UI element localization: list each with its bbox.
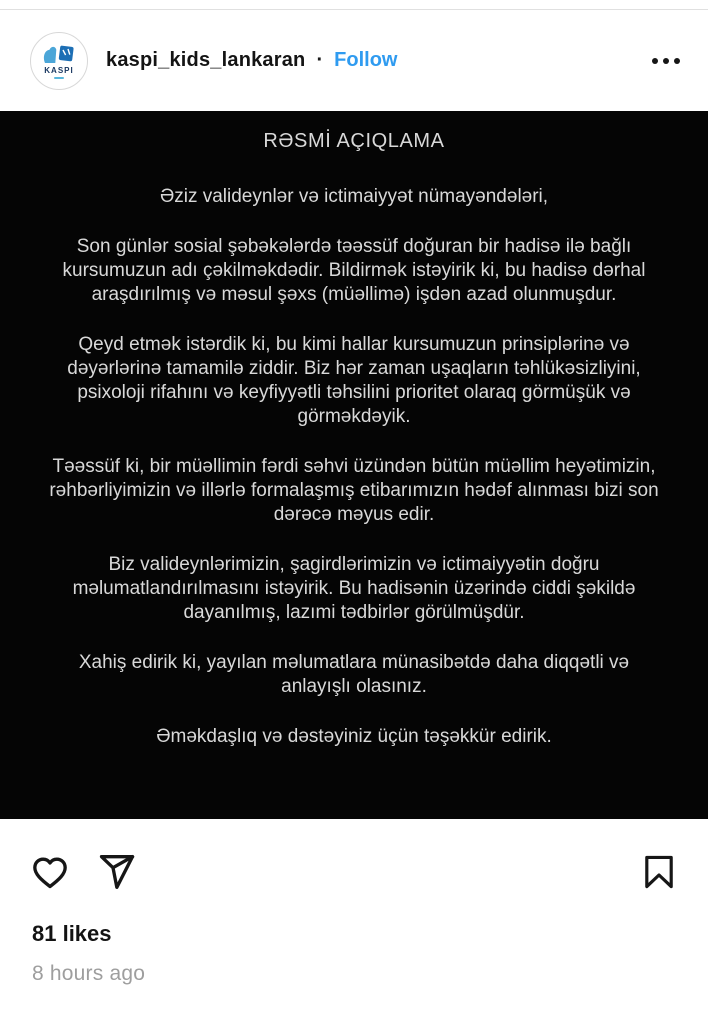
follow-button[interactable]: Follow (334, 49, 398, 71)
username[interactable]: kaspi_kids_lankaran (106, 49, 306, 71)
bookmark-icon (640, 853, 678, 891)
statement-paragraph: Biz valideynlərimizin, şagirdlərimizin və ictimaiyyətin doğru məlumatlandırılmasını istəyirik. Bu hadisənin üzərində ciddi şəkildə dayanılmış, lazımi tədbirlər görülmüşdür. (72, 554, 636, 623)
avatar-logo-text: KASPI (44, 65, 74, 75)
action-bar (0, 851, 708, 893)
dot-icon (674, 58, 680, 64)
dot-icon (652, 58, 658, 64)
more-options-button[interactable] (652, 52, 680, 70)
statement-paragraph: Son günlər sosial şəbəkələrdə təəssüf doğuran bir hadisə ilə bağlı kursumuzun adı çəkilməkdədir. Bildirmək istəyirik ki, bu hadisə dərhal araşdırılmış və məsul şəxs (müəllimə) işdən azad olunmuşdur. (62, 236, 646, 305)
share-button[interactable] (97, 852, 137, 892)
statement-paragraph: Təəssüf ki, bir müəllimin fərdi səhvi üzündən bütün müəllim heyətimizin, rəhbərliyimizin və illərlə formalaşmış etibarımızın hədəf alınması bizi son dərəcə məyus edir. (49, 456, 659, 525)
post-timestamp: 8 hours ago (32, 962, 146, 985)
heart-icon (30, 852, 70, 892)
statement-paragraph: Əziz valideynlər və ictimaiyyət nümayəndələri, (159, 186, 549, 207)
statement-title: RƏSMİ AÇIQLAMA (263, 130, 445, 152)
statement-paragraph: Xahiş edirik ki, yayılan məlumatlara münasibətdə daha diqqətli və anlayışlı olasınız. (78, 652, 630, 697)
instagram-post (0, 9, 708, 986)
avatar-logo-underline (54, 77, 64, 79)
post-header (0, 10, 708, 111)
statement-paragraphs (44, 185, 664, 775)
avatar[interactable] (30, 32, 88, 90)
statement-paragraph: Əməkdaşlıq və dəstəyiniz üçün təşəkkür edirik. (156, 726, 552, 747)
like-button[interactable] (30, 852, 70, 892)
statement-paragraph: Qeyd etmək istərdik ki, bu kimi hallar kursumuzun prinsiplərinə və dəyərlərinə tamamilə ziddir. Biz hər zaman uşaqların təhlükəsizliyini, psixoloji rifahını və keyfiyyətli təhsilini prioritet olaraq görmüşük və görməkdəyik. (67, 334, 641, 427)
dot-icon (663, 58, 669, 64)
save-button[interactable] (640, 853, 678, 891)
likes-count[interactable]: 81 likes (32, 921, 112, 946)
paper-plane-icon (97, 852, 137, 892)
post-image[interactable] (0, 111, 708, 819)
kaspi-logo-icon (41, 43, 77, 65)
username-follow-separator: · (316, 49, 324, 71)
